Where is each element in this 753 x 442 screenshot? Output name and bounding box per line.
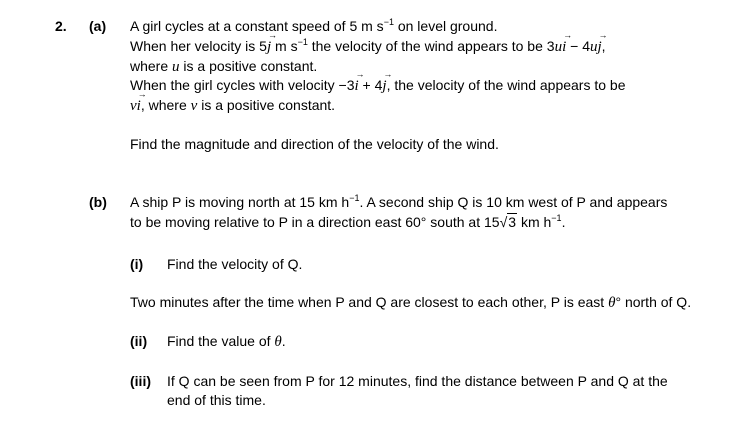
part-b-ii-label: (ii): [130, 333, 148, 349]
part-b-i-label: (i): [130, 256, 144, 272]
sqrt-sign: √: [499, 214, 508, 230]
part-a-line-2: When her velocity is 5j → m $s^{-1}$ the velocity of the wind appears to be 3ui → − 4uj →,: [130, 38, 606, 56]
question-number: 2.: [55, 18, 67, 34]
part-a-label: (a): [89, 18, 107, 34]
part-b-line-1: A ship P is moving north at 15 km $h^{-1}$. A second ship Q is 10 km west of P and appears: [130, 193, 668, 210]
part-b-statement: Two minutes after the time when P and Q are closest to each other, P is east θ° north of Q.: [130, 294, 692, 311]
part-b-i-text: Find the velocity of Q.: [167, 256, 303, 272]
part-a-task: Find the magnitude and direction of the velocity of the wind.: [130, 136, 499, 152]
part-b-iii-line-1: If Q can be seen from P for 12 minutes, find the distance between P and Q at the: [167, 373, 668, 389]
part-a-line-3: where u is a positive constant.: [130, 58, 318, 75]
part-b-line-2: to be moving relative to P in a direction east 60° south at 15√3 km $h^{-1}$.: [130, 213, 566, 230]
part-a-line-5: vi →, where v is a positive constant.: [130, 97, 335, 115]
part-a-line-4: When the girl cycles with velocity −3i → + 4j →, the velocity of the wind appears to be: [130, 77, 626, 95]
part-b-label: (b): [89, 194, 107, 210]
part-b-ii-text: Find the value of θ.: [167, 333, 286, 350]
part-b-iii-label: (iii): [130, 373, 151, 389]
part-a-line-1: A girl cycles at a constant speed of 5 m $s^{-1}$ on level ground.: [130, 17, 498, 34]
part-b-iii-line-2: end of this time.: [167, 392, 266, 408]
